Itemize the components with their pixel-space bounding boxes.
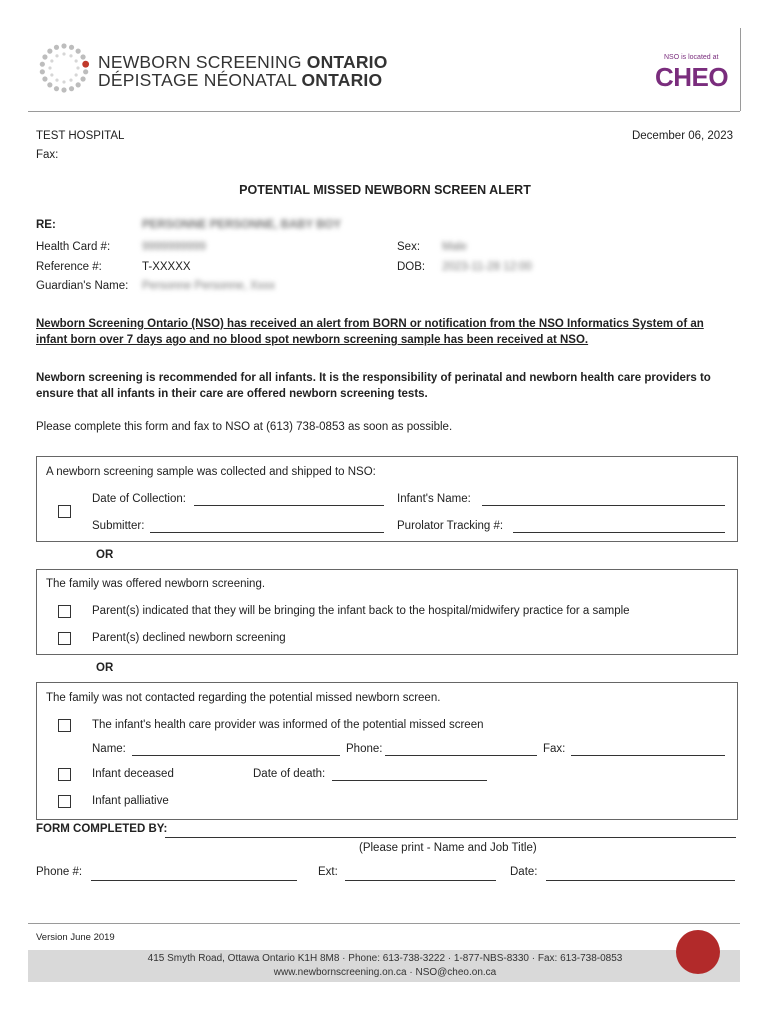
dob-value: 2023-11-28 12:00 <box>442 261 532 273</box>
guardian-value: Personne Personne, Xxxx <box>142 280 275 292</box>
bring-back-label: Parent(s) indicated that they will be bringing the infant back to the hospital/midwifery practice for a sample <box>92 605 630 617</box>
footer-web: www.newbornscreening.on.ca · NSO@cheo.on.ca <box>273 967 497 978</box>
provider-fax-label: Fax: <box>543 743 566 755</box>
provider-name-field[interactable] <box>132 743 340 756</box>
sample-collected-checkbox[interactable] <box>58 505 71 518</box>
completed-date-label: Date: <box>510 866 538 878</box>
cheo-note: NSO is located at <box>664 54 719 61</box>
recommendation-paragraph: Newborn screening is recommended for all infants. It is the responsibility of perinatal and newborn health care providers to ensure that all infants in their care are offered newborn screening tests. <box>36 372 711 400</box>
infant-deceased-checkbox[interactable] <box>58 768 71 781</box>
footer-divider <box>28 923 740 924</box>
re-label: RE: <box>36 219 56 231</box>
footer-address: 415 Smyth Road, Ottawa Ontario K1H 8M8 · Phone: 613-738-3222 · 1-877-NBS-8330 · Fax: 613-738-0853 <box>147 953 623 964</box>
sex-label: Sex: <box>397 241 421 253</box>
re-value: PERSONNE PERSONNE, BABY BOY <box>142 219 342 231</box>
submitter-label: Submitter: <box>92 520 145 532</box>
red-circle-icon <box>676 930 720 974</box>
purolator-label: Purolator Tracking #: <box>397 520 504 532</box>
submitter-field[interactable] <box>150 520 384 533</box>
health-card-value: 9999999999 <box>142 241 206 253</box>
section1-heading: A newborn screening sample was collected and shipped to NSO: <box>46 466 376 478</box>
purolator-field[interactable] <box>513 520 725 533</box>
sex-value: Male <box>442 241 467 253</box>
infant-palliative-checkbox[interactable] <box>58 795 71 808</box>
declined-label: Parent(s) declined newborn screening <box>92 632 286 644</box>
declined-checkbox[interactable] <box>58 632 71 645</box>
hospital-name: TEST HOSPITAL <box>36 130 125 142</box>
page-title: POTENTIAL MISSED NEWBORN SCREEN ALERT <box>239 183 531 197</box>
provider-phone-field[interactable] <box>385 743 537 756</box>
or-separator-1: OR <box>96 549 114 561</box>
letter-date: December 06, 2023 <box>631 130 733 142</box>
reference-label: Reference #: <box>36 261 102 273</box>
completed-ext-label: Ext: <box>318 866 338 878</box>
provider-phone-label: Phone: <box>346 743 383 755</box>
provider-informed-checkbox[interactable] <box>58 719 71 732</box>
section3-heading: The family was not contacted regarding the potential missed newborn screen. <box>46 692 441 704</box>
date-collection-label: Date of Collection: <box>92 493 186 505</box>
infant-name-field[interactable] <box>482 493 725 506</box>
completed-phone-label: Phone #: <box>36 866 83 878</box>
alert-paragraph: Newborn Screening Ontario (NSO) has received an alert from BORN or notification from the NSO Informatics System of an infant born over 7 days ago and no blood spot newborn screening sample has been received at NSO. <box>36 318 704 346</box>
cheo-logo: CHEO <box>655 62 729 92</box>
provider-informed-label: The infant's health care provider was informed of the potential missed screen <box>92 719 484 731</box>
guardian-label: Guardian's Name: <box>36 280 129 292</box>
date-collection-field[interactable] <box>194 493 384 506</box>
infant-deceased-label: Infant deceased <box>92 768 174 780</box>
completed-by-hint: (Please print - Name and Job Title) <box>359 842 537 854</box>
completed-ext-field[interactable] <box>345 868 496 881</box>
version-text: Version June 2019 <box>36 932 115 943</box>
completed-by-field[interactable] <box>165 825 736 838</box>
section2-heading: The family was offered newborn screening. <box>46 578 266 590</box>
completed-by-label: FORM COMPLETED BY: <box>36 823 168 835</box>
logo-french: DÉPISTAGE NÉONATAL ONTARIO <box>98 70 383 90</box>
or-separator-2: OR <box>96 662 114 674</box>
fax-label: Fax: <box>36 149 59 161</box>
bring-back-checkbox[interactable] <box>58 605 71 618</box>
health-card-label: Health Card #: <box>36 241 111 253</box>
infant-palliative-label: Infant palliative <box>92 795 169 807</box>
completed-date-field[interactable] <box>546 868 735 881</box>
reference-value: T-XXXXX <box>142 261 191 273</box>
infant-name-label: Infant's Name: <box>397 493 471 505</box>
nso-logo-icon <box>36 40 92 96</box>
date-of-death-label: Date of death: <box>253 768 326 780</box>
date-of-death-field[interactable] <box>332 768 487 781</box>
instruction-text: Please complete this form and fax to NSO at (613) 738-0853 as soon as possible. <box>36 421 453 433</box>
header-divider <box>28 111 740 112</box>
dob-label: DOB: <box>397 261 426 273</box>
completed-phone-field[interactable] <box>91 868 297 881</box>
header-vertical-divider <box>740 28 741 111</box>
provider-fax-field[interactable] <box>571 743 725 756</box>
logo-english: NEWBORN SCREENING ONTARIO <box>98 52 388 72</box>
provider-name-label: Name: <box>92 743 126 755</box>
